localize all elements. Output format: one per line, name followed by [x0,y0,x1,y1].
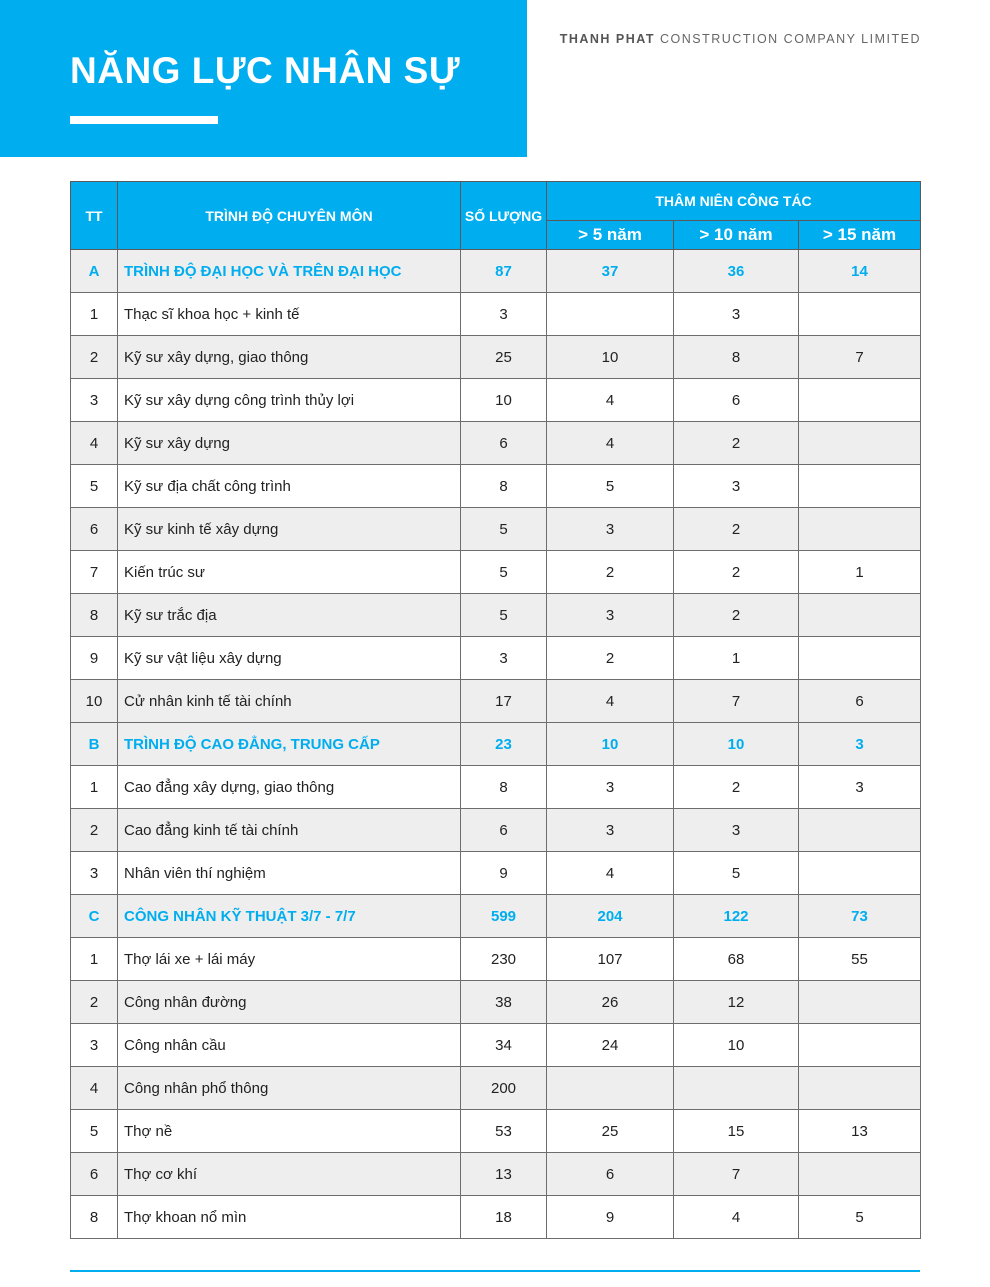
table-row [71,293,921,336]
cell-tt: 8 [71,1196,118,1239]
company-name-rest: CONSTRUCTION COMPANY LIMITED [660,32,921,46]
cell-over-15-years [799,293,921,336]
cell-over-5-years: 2 [547,551,674,594]
cell-over-10-years: 3 [674,809,799,852]
cell-tt: 9 [71,637,118,680]
table-body [71,250,921,1239]
cell-over-10-years: 15 [674,1110,799,1153]
cell-over-5-years: 4 [547,422,674,465]
table-row [71,680,921,723]
cell-over-5-years: 107 [547,938,674,981]
header-over-15-years: > 15 năm [799,221,921,250]
cell-tt: 6 [71,508,118,551]
cell-over-10-years: 7 [674,1153,799,1196]
cell-qualification: Thợ lái xe + lái máy [118,938,461,981]
cell-over-10-years [674,1067,799,1110]
cell-tt: 1 [71,766,118,809]
cell-tt: 3 [71,379,118,422]
table-row [71,766,921,809]
table-row [71,422,921,465]
cell-qualification: Kỹ sư xây dựng [118,422,461,465]
cell-over-5-years: 6 [547,1153,674,1196]
cell-quantity: 8 [461,766,547,809]
table-header [71,182,921,250]
cell-over-5-years: 37 [547,250,674,293]
cell-over-10-years: 6 [674,379,799,422]
table-row [71,1110,921,1153]
cell-over-15-years [799,508,921,551]
cell-quantity: 5 [461,594,547,637]
table-row [71,508,921,551]
table-row [71,594,921,637]
cell-over-15-years [799,637,921,680]
cell-quantity: 87 [461,250,547,293]
cell-qualification: Công nhân cầu [118,1024,461,1067]
cell-over-15-years [799,809,921,852]
cell-over-10-years: 68 [674,938,799,981]
cell-quantity: 18 [461,1196,547,1239]
cell-tt: 10 [71,680,118,723]
cell-over-5-years: 25 [547,1110,674,1153]
cell-tt: 2 [71,336,118,379]
cell-over-10-years: 36 [674,250,799,293]
cell-over-5-years: 3 [547,508,674,551]
cell-over-15-years: 5 [799,1196,921,1239]
cell-over-10-years: 2 [674,766,799,809]
cell-over-15-years [799,422,921,465]
table-row [71,938,921,981]
cell-over-5-years: 4 [547,379,674,422]
header-over-5-years: > 5 năm [547,221,674,250]
cell-quantity: 230 [461,938,547,981]
cell-qualification: Công nhân đường [118,981,461,1024]
cell-tt: 1 [71,293,118,336]
cell-over-10-years: 12 [674,981,799,1024]
cell-quantity: 13 [461,1153,547,1196]
cell-over-15-years [799,379,921,422]
cell-over-10-years: 8 [674,336,799,379]
cell-over-15-years: 3 [799,723,921,766]
table-row [71,1067,921,1110]
cell-qualification: Kỹ sư địa chất công trình [118,465,461,508]
cell-tt: 8 [71,594,118,637]
cell-over-10-years: 7 [674,680,799,723]
cell-qualification: Kỹ sư trắc địa [118,594,461,637]
cell-over-5-years [547,293,674,336]
cell-tt: 7 [71,551,118,594]
header-seniority: THÂM NIÊN CÔNG TÁC [547,182,921,221]
cell-qualification: Thợ khoan nổ mìn [118,1196,461,1239]
cell-tt: 1 [71,938,118,981]
cell-quantity: 3 [461,637,547,680]
cell-over-15-years [799,594,921,637]
cell-over-10-years: 4 [674,1196,799,1239]
cell-tt: 2 [71,981,118,1024]
cell-over-5-years: 10 [547,723,674,766]
cell-quantity: 3 [461,293,547,336]
cell-qualification: Kỹ sư vật liệu xây dựng [118,637,461,680]
section-row [71,895,921,938]
cell-qualification: Thợ nề [118,1110,461,1153]
cell-over-5-years: 2 [547,637,674,680]
table-row [71,852,921,895]
page-title: NĂNG LỰC NHÂN SỰ [70,50,461,91]
cell-quantity: 5 [461,508,547,551]
cell-qualification: Cử nhân kinh tế tài chính [118,680,461,723]
cell-quantity: 38 [461,981,547,1024]
title-underline [70,116,218,124]
cell-over-5-years: 3 [547,766,674,809]
cell-over-5-years: 24 [547,1024,674,1067]
table-row [71,465,921,508]
bottom-rule [70,1270,920,1272]
cell-over-15-years [799,852,921,895]
header-quantity: SỐ LƯỢNG [461,182,547,250]
cell-over-10-years: 2 [674,508,799,551]
cell-tt: B [71,723,118,766]
cell-over-5-years: 3 [547,594,674,637]
cell-over-5-years: 26 [547,981,674,1024]
cell-quantity: 200 [461,1067,547,1110]
cell-over-5-years: 3 [547,809,674,852]
table-row [71,336,921,379]
company-name-bold: THANH PHAT [559,32,656,46]
cell-qualification: CÔNG NHÂN KỸ THUẬT 3/7 - 7/7 [118,895,461,938]
cell-over-15-years: 13 [799,1110,921,1153]
cell-tt: 2 [71,809,118,852]
table-row [71,637,921,680]
cell-tt: 6 [71,1153,118,1196]
cell-over-10-years: 5 [674,852,799,895]
cell-qualification: Kỹ sư xây dựng công trình thủy lợi [118,379,461,422]
company-name [560,32,921,46]
cell-over-15-years [799,1024,921,1067]
cell-over-15-years: 14 [799,250,921,293]
cell-over-5-years: 9 [547,1196,674,1239]
cell-tt: 3 [71,852,118,895]
cell-qualification: Thợ cơ khí [118,1153,461,1196]
cell-tt: C [71,895,118,938]
cell-tt: 4 [71,1067,118,1110]
cell-qualification: Kỹ sư xây dựng, giao thông [118,336,461,379]
staff-capacity-table [70,181,921,1239]
cell-over-15-years: 6 [799,680,921,723]
cell-quantity: 6 [461,422,547,465]
cell-tt: A [71,250,118,293]
cell-quantity: 8 [461,465,547,508]
cell-over-15-years [799,981,921,1024]
cell-over-15-years: 1 [799,551,921,594]
cell-over-15-years: 3 [799,766,921,809]
cell-quantity: 5 [461,551,547,594]
table-row [71,981,921,1024]
cell-tt: 4 [71,422,118,465]
cell-quantity: 53 [461,1110,547,1153]
section-row [71,250,921,293]
cell-over-5-years: 4 [547,680,674,723]
cell-over-10-years: 10 [674,723,799,766]
section-row [71,723,921,766]
cell-qualification: Kiến trúc sư [118,551,461,594]
cell-quantity: 6 [461,809,547,852]
cell-quantity: 23 [461,723,547,766]
table-row [71,1024,921,1067]
cell-qualification: Kỹ sư kinh tế xây dựng [118,508,461,551]
cell-over-10-years: 2 [674,594,799,637]
cell-over-15-years: 55 [799,938,921,981]
table-row [71,1196,921,1239]
cell-qualification: TRÌNH ĐỘ ĐẠI HỌC VÀ TRÊN ĐẠI HỌC [118,250,461,293]
header-over-10-years: > 10 năm [674,221,799,250]
cell-over-15-years [799,1067,921,1110]
cell-over-5-years [547,1067,674,1110]
cell-qualification: Công nhân phổ thông [118,1067,461,1110]
cell-over-15-years: 73 [799,895,921,938]
header-tt: TT [71,182,118,250]
cell-qualification: TRÌNH ĐỘ CAO ĐẲNG, TRUNG CẤP [118,723,461,766]
cell-over-5-years: 5 [547,465,674,508]
table-row [71,379,921,422]
table-row [71,809,921,852]
cell-over-10-years: 3 [674,293,799,336]
cell-qualification: Thạc sĩ khoa học + kinh tế [118,293,461,336]
cell-quantity: 34 [461,1024,547,1067]
cell-tt: 5 [71,1110,118,1153]
cell-over-10-years: 10 [674,1024,799,1067]
title-banner [0,0,527,157]
header-qualification: TRÌNH ĐỘ CHUYÊN MÔN [118,182,461,250]
cell-tt: 5 [71,465,118,508]
cell-quantity: 17 [461,680,547,723]
cell-quantity: 10 [461,379,547,422]
cell-over-15-years [799,465,921,508]
cell-over-10-years: 3 [674,465,799,508]
cell-qualification: Nhân viên thí nghiệm [118,852,461,895]
cell-over-15-years [799,1153,921,1196]
cell-over-10-years: 2 [674,551,799,594]
cell-over-5-years: 4 [547,852,674,895]
cell-quantity: 9 [461,852,547,895]
cell-over-5-years: 204 [547,895,674,938]
cell-qualification: Cao đẳng kinh tế tài chính [118,809,461,852]
cell-qualification: Cao đẳng xây dựng, giao thông [118,766,461,809]
cell-quantity: 599 [461,895,547,938]
cell-over-5-years: 10 [547,336,674,379]
table-row [71,551,921,594]
cell-over-15-years: 7 [799,336,921,379]
cell-over-10-years: 122 [674,895,799,938]
cell-quantity: 25 [461,336,547,379]
cell-tt: 3 [71,1024,118,1067]
cell-over-10-years: 2 [674,422,799,465]
table-row [71,1153,921,1196]
cell-over-10-years: 1 [674,637,799,680]
